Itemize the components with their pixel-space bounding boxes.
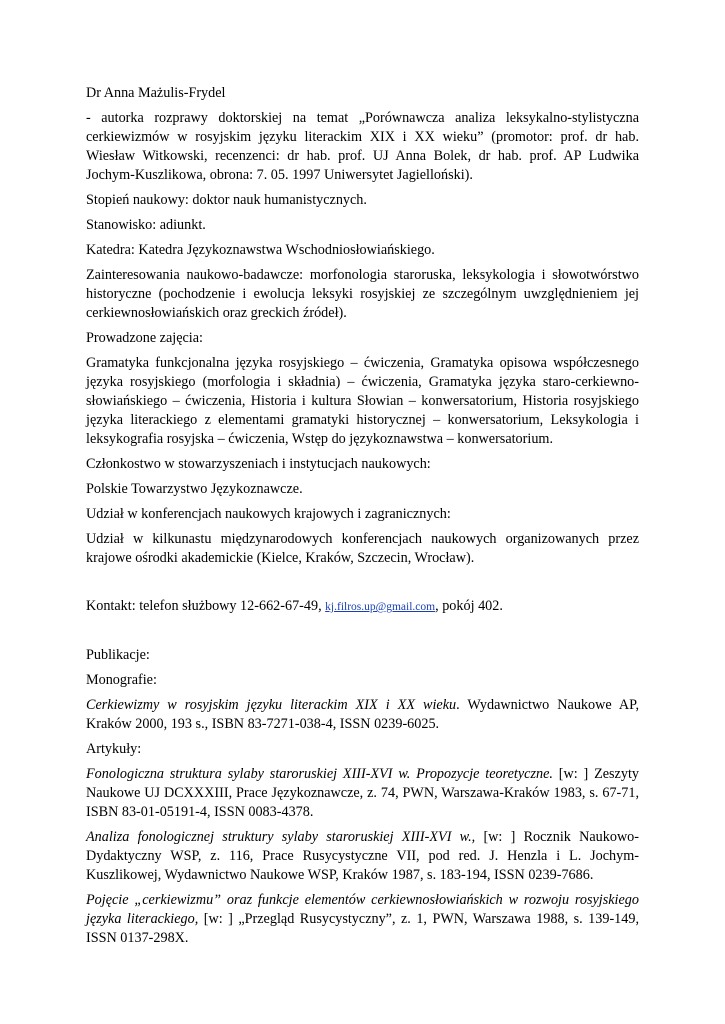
contact-line bbox=[86, 597, 639, 617]
membership-line: Polskie Towarzystwo Językoznawcze. bbox=[86, 481, 303, 497]
article-title: Pojęcie „cerkiewizmu” oraz funkcje elementów cerkiewnosłowiańskich w rozwoju rosyjskiego języka literackiego, bbox=[86, 892, 639, 927]
classes-paragraph: Gramatyka funkcjonalna języka rosyjskiego – ćwiczenia, Gramatyka opisowa współczesnego języka rosyjskiego (morfologia i składnia) – ćwiczenia, Gramatyka języka staro-cerkiewno-słowiańskiego – ćwiczenia, Historia i kultura Słowian – konwersatorium, Historia rosyjskiego języka literackiego z elementami gramatyki historycznej – konwersatorium, Leksykologia i leksykografia rosyjska – ćwiczenia, Wstęp do językoznawstwa – konwersatorium. bbox=[86, 355, 639, 447]
membership-heading: Członkostwo w stowarzyszeniach i instytucjach naukowych: bbox=[86, 456, 431, 472]
article-entry bbox=[86, 828, 639, 885]
article-details: [w: ] Rocznik Naukowo-Dydaktyczny WSP, z. 116, Prace Rusycystyczne VII, pod red. J. Henzla i L. Jochym-Kuszlikowej, Wydawnictwo Naukowe WSP, Kraków 1987, s. 183-194, ISSN 0239-7686. bbox=[86, 829, 640, 883]
article-details: [w: ] Zeszyty Naukowe UJ DCXXXIII, Prace Językoznawcze, z. 74, PWN, Warszawa-Kraków 1983, s. 67-71, ISBN 83-01-05191-4, ISSN 0083-4378. bbox=[86, 766, 639, 820]
email-link[interactable]: kj.filros.up@gmail.com bbox=[325, 601, 436, 613]
position-line: Stanowisko: adiunkt. bbox=[86, 217, 206, 233]
article-title: Fonologiczna struktura sylaby staroruskiej XIII-XVI w. Propozycje teoretyczne. bbox=[86, 766, 553, 782]
article-entry bbox=[86, 765, 639, 822]
conferences-heading: Udział w konferencjach naukowych krajowych i zagranicznych: bbox=[86, 506, 451, 522]
classes-heading: Prowadzone zajęcia: bbox=[86, 330, 203, 346]
spacer bbox=[86, 574, 639, 597]
document-page bbox=[86, 84, 639, 954]
articles-heading: Artykuły: bbox=[86, 741, 142, 757]
contact-suffix: , pokój 402. bbox=[435, 598, 503, 614]
conferences-paragraph: Udział w kilkunastu międzynarodowych konferencjach naukowych organizowanych przez krajowe ośrodki akademickie (Kielce, Kraków, Szczecin, Wrocław). bbox=[86, 531, 639, 566]
author-name: Dr Anna Mażulis-Frydel bbox=[86, 85, 226, 101]
monograph-entry bbox=[86, 696, 639, 734]
dissertation-paragraph: - autorka rozprawy doktorskiej na temat „Porównawcza analiza leksykalno-stylistyczna cerkiewizmów w rosyjskim języku literackim XIX i XX wieku” (promotor: prof. dr hab. Wiesław Witkowski, recenzenci: dr hab. prof. UJ Anna Bolek, dr hab. prof. AP Ludwika Jochym-Kuszlikowa, obrona: 7. 05. 1997 Uniwersytet Jagielloński). bbox=[86, 110, 639, 183]
publications-heading: Publikacje: bbox=[86, 647, 150, 663]
article-details: [w: ] „Przegląd Rusycystyczny”, z. 1, PWN, Warszawa 1988, s. 139-149, ISSN 0137-298X. bbox=[86, 911, 639, 946]
monograph-title: Cerkiewizmy w rosyjskim języku literackim XIX i XX wieku bbox=[86, 697, 457, 713]
degree-line: Stopień naukowy: doktor nauk humanistycznych. bbox=[86, 192, 367, 208]
contact-prefix: Kontakt: telefon służbowy 12-662-67-49, bbox=[86, 598, 326, 614]
interests-paragraph: Zainteresowania naukowo-badawcze: morfonologia staroruska, leksykologia i słowotwórstwo historyczne (pochodzenie i ewolucja leksyki rosyjskiej ze szczególnym uwzględnieniem jej cerkiewnosłowiańskich oraz greckich źródeł). bbox=[86, 267, 639, 321]
spacer bbox=[86, 623, 639, 646]
article-entry bbox=[86, 891, 639, 948]
department-line: Katedra: Katedra Językoznawstwa Wschodniosłowiańskiego. bbox=[86, 242, 435, 258]
article-title: Analiza fonologicznej struktury sylaby staroruskiej XIII-XVI w., bbox=[86, 829, 476, 845]
monograph-details: . Wydawnictwo Naukowe AP, Kraków 2000, 193 s., ISBN 83-7271-038-4, ISSN 0239-6025. bbox=[86, 697, 639, 732]
monographs-heading: Monografie: bbox=[86, 672, 157, 688]
